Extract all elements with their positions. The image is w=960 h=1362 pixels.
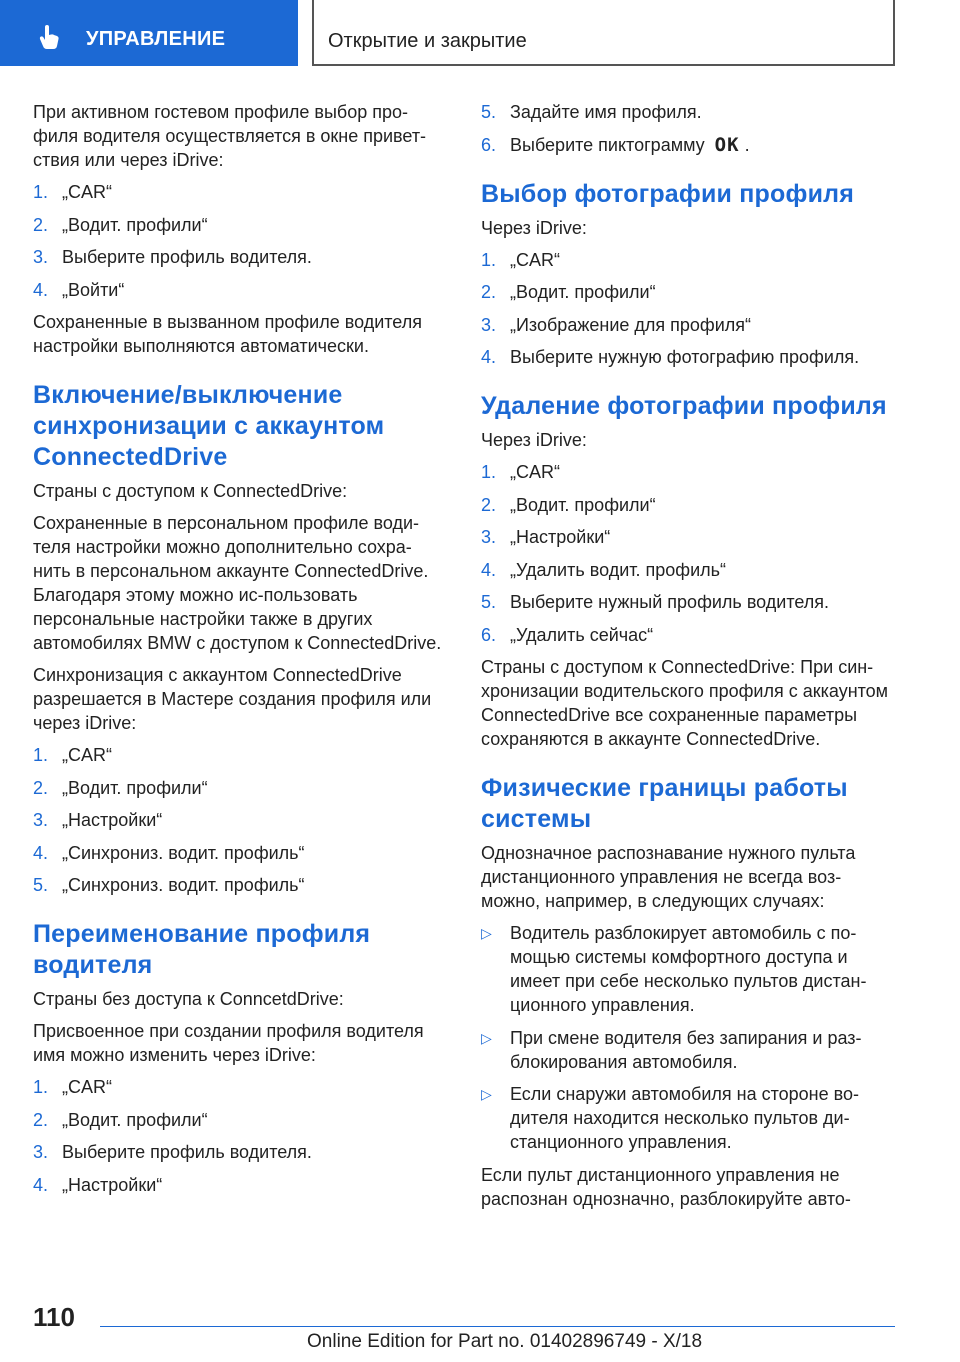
list-item: 5. Задайте имя профиля. <box>481 102 702 122</box>
intro-after-paragraph: Сохраненные в вызванном профиле водителя настройки выполняются автоматически. <box>33 312 422 356</box>
hand-pointer-icon <box>36 24 62 50</box>
list-item: 2. „Водит. профили“ <box>33 777 208 798</box>
ok-icon: OK <box>714 133 740 156</box>
page-header <box>0 0 960 66</box>
list-item: 2. „Водит. профили“ <box>33 1109 208 1130</box>
list-item: 1. „CAR“ <box>481 462 560 482</box>
rename-heading: Переименование профиля водителя <box>33 920 371 979</box>
sync-steps <box>33 743 448 897</box>
sync-heading: Включение/выключение синхронизации с аккаунтом ConnectedDrive <box>33 381 385 471</box>
list-item: 3. „Настройки“ <box>481 527 611 547</box>
rename-steps-continued <box>481 100 896 157</box>
list-item: 3. Выберите профиль водителя. <box>33 247 312 267</box>
list-item: 6. „Удалить сейчас“ <box>481 624 654 645</box>
sync-paragraph-1: Страны с доступом к ConnectedDrive: <box>33 481 348 501</box>
list-item: 1. „CAR“ <box>33 745 112 765</box>
list-item: 2. „Водит. профили“ <box>481 282 656 302</box>
rename-paragraph-1: Страны без доступа к ConncetdDrive: <box>33 989 344 1009</box>
limits-bullets <box>481 921 896 1154</box>
section-tab <box>0 0 298 66</box>
photo-heading: Выбор фотографии профиля <box>481 179 855 208</box>
page-number: 110 <box>33 1302 75 1332</box>
photo-steps <box>481 248 896 370</box>
section-label: УПРАВЛЕНИЕ <box>86 28 226 50</box>
photo-via: Через iDrive: <box>481 217 587 238</box>
list-item: 3. Выберите профиль водителя. <box>33 1142 312 1162</box>
list-item: ▷ Если снаружи автомобиля на стороне во-дителя находится несколько пультов ди-станционного управления. <box>481 1084 859 1152</box>
list-item: ▷ Водитель разблокирует автомобиль с по-мощью системы комфортного доступа и имеет при себе несколько пультов дистан-ционного управления. <box>481 923 867 1015</box>
list-item: 1. „CAR“ <box>481 249 560 270</box>
delete-via: Через iDrive: <box>481 430 587 450</box>
left-column <box>33 100 448 1205</box>
right-column <box>481 100 896 1219</box>
limits-after-paragraph: Если пульт дистанционного управления не распознан однозначно, разблокируйте авто- <box>481 1164 851 1209</box>
chapter-title: Открытие и закрытие <box>328 30 527 52</box>
list-item: 5. Выберите нужный профиль водителя. <box>481 592 830 612</box>
intro-steps <box>33 180 448 302</box>
delete-after-paragraph: Страны с доступом к ConnectedDrive: При син-хронизации водительского профиля с аккаунтом ConnectedDrive все сохраненные параметры сохраняются в аккаунте ConnectedDrive. <box>481 657 889 749</box>
list-item: 3. „Настройки“ <box>33 810 163 830</box>
triangle-bullet-icon: ▷ <box>481 1086 492 1102</box>
list-item: 1. „CAR“ <box>33 182 112 202</box>
list-item: 4. „Удалить водит. профиль“ <box>481 559 727 580</box>
list-item: ▷ При смене водителя без запирания и раз-блокирования автомобиля. <box>481 1027 862 1072</box>
limits-heading: Физические границы работы системы <box>481 774 848 833</box>
list-item: 4. „Синхрониз. водит. профиль“ <box>33 842 305 863</box>
delete-steps <box>481 460 896 647</box>
footer-divider <box>100 1326 895 1327</box>
triangle-bullet-icon: ▷ <box>481 1029 492 1046</box>
list-item: 4. „Настройки“ <box>33 1174 163 1195</box>
rename-paragraph-2: Присвоенное при создании профиля водителя имя можно изменить через iDrive: <box>33 1021 424 1065</box>
list-item: 1. „CAR“ <box>33 1077 112 1097</box>
list-item: 4. „Войти“ <box>33 279 125 300</box>
list-item: 3. „Изображение для профиля“ <box>481 314 752 335</box>
rename-steps <box>33 1075 448 1197</box>
triangle-bullet-icon: ▷ <box>481 925 492 941</box>
footer-edition: Online Edition for Part no. 01402896749 - X/18 <box>307 1331 703 1352</box>
intro-paragraph: При активном гостевом профиле выбор про-филя водителя осуществляется в окне привет-ствия или через iDrive: <box>33 102 427 170</box>
list-item: 2. „Водит. профили“ <box>33 214 208 235</box>
list-item: 5. „Синхрониз. водит. профиль“ <box>33 875 305 895</box>
sync-paragraph-3: Синхронизация с аккаунтом ConnectedDrive разрешается в Мастере создания профиля или через iDrive: <box>33 665 432 733</box>
list-item: 6. Выберите пиктограмму OK . <box>481 133 750 156</box>
list-item: 2. „Водит. профили“ <box>481 494 656 515</box>
delete-heading: Удаление фотографии профиля <box>481 392 887 420</box>
sync-paragraph-2: Сохраненные в персональном профиле води-теля настройки можно дополнительно сохра-нить в персональном аккаунте ConnectedDrive. Благодаря этому можно ис-пользовать персональные настройки также в других автомобилях BMW с доступом к ConnectedDrive. <box>33 513 442 653</box>
limits-paragraph: Однозначное распознавание нужного пульта дистанционного управления не всегда воз-можно, например, в следующих случаях: <box>481 843 856 911</box>
chapter-box <box>312 0 895 66</box>
list-item: 4. Выберите нужную фотографию профиля. <box>481 347 860 367</box>
